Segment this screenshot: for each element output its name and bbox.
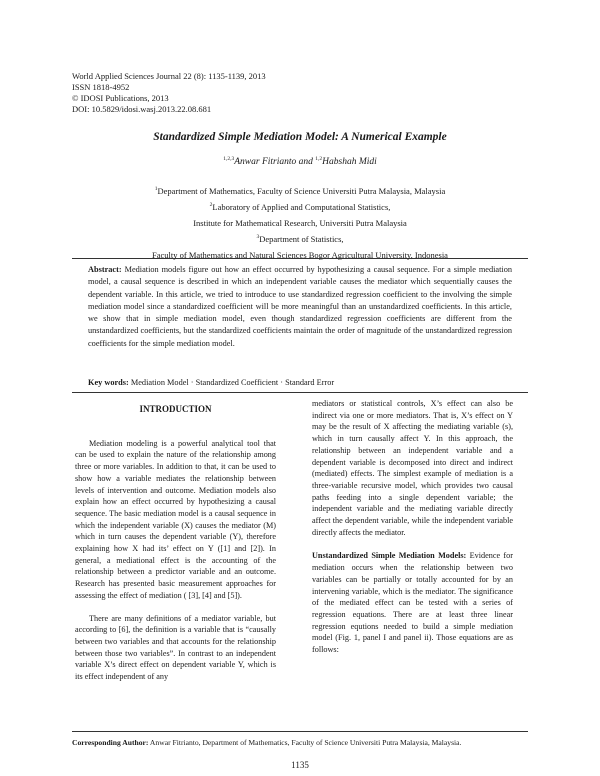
journal-header xyxy=(72,71,266,115)
paragraph: Mediation modeling is a powerful analytical tool that can be used to explain the nature of the relationship among three or more variables. In addition to that, it can be used to show how a variable mediates the relationship between levels of intervention and outcome. Mediation models also explain how an effect occurred by hypothesizing a causal sequence. The basic mediation model is a causal sequence in which the independent variable (X) causes the mediator (M) which in turn causes the dependent variable (Y), therefore explaining how X had its’ effect on Y ([1] and [2]). In general, a mediational effect is the accounting of the relationship between a predictor variable and an outcome. Research has presented basic measurement approaches for assessing the effect of mediation ( [3], [4] and [5]). xyxy=(75,438,276,600)
paragraph xyxy=(312,550,513,655)
corresponding-author xyxy=(72,738,528,747)
subsection-heading: Unstandardized Simple Mediation Models: xyxy=(312,551,467,561)
keywords-label: Key words: xyxy=(88,378,129,387)
footer-rule xyxy=(72,731,528,732)
affiliation-text: Institute for Mathematical Research, Universiti Putra Malaysia xyxy=(193,217,407,228)
paper-title: Standardized Simple Mediation Model: A Numerical Example xyxy=(153,131,447,143)
author-line xyxy=(0,156,600,167)
abstract-top-rule xyxy=(72,258,528,259)
corresponding-author-label: Corresponding Author: xyxy=(72,738,149,747)
paragraph: There are many definitions of a mediator variable, but according to [6], the definition is a variable that is “causally between two variables and that accounts for the relationship between those two variables”. In contrast to an independent variable X’s direct effect on dependent variable Y, which is its effect independent of any xyxy=(75,613,276,682)
affiliation-text: Laboratory of Applied and Computational Statistics, xyxy=(212,201,391,212)
affiliation-sup: 1 xyxy=(154,186,158,192)
right-column xyxy=(312,398,513,656)
abstract-text: Mediation models figure out how an effect occurred by hypothesizing a causal sequence. For a simple mediation model, a causal sequence is described in which an independent variable causes the mediator which sequentially causes the dependent variable. In this article, we tried to introduce to use standardized regression coefficient to the involving the simple mediation model since a standardized coefficient will be more meaningful than an unstandardized coefficients. In this article, we show that in simple mediation model, even though standardized regression coefficients are different from the unstandardized coefficients, but the standardized coefficients maintain the order of magnitude of the unstandardized regression coefficients for the simple mediation model. xyxy=(88,265,512,348)
affiliations xyxy=(0,182,600,262)
affiliation-text: Department of Mathematics, Faculty of Science Universiti Putra Malaysia, Malaysia xyxy=(157,185,446,196)
abstract-label: Abstract: xyxy=(88,265,122,274)
affiliation-line xyxy=(0,230,600,246)
issn: ISSN 1818-4952 xyxy=(72,82,130,92)
section-heading-introduction: INTRODUCTION xyxy=(139,404,212,414)
author1-name: Anwar Fitrianto xyxy=(234,157,297,168)
keywords-text: Mediation Model · Standardized Coefficient · Standard Error xyxy=(128,378,335,387)
journal-citation: World Applied Sciences Journal 22 (8): 1135-1139, 2013 xyxy=(72,71,266,81)
author1-affil-sup: 1,2,3 xyxy=(223,156,235,162)
author2-name: Habshah Midi xyxy=(322,157,377,168)
corresponding-author-text: Anwar Fitrianto, Department of Mathematics, Faculty of Science Universiti Putra Malaysia, Malaysia. xyxy=(148,738,462,747)
affiliation-text: Department of Statistics, xyxy=(259,233,344,244)
affiliation-text: Faculty of Mathematics and Natural Sciences Bogor Agricultural University, Indonesia xyxy=(152,249,448,260)
author-conjunction: and xyxy=(296,157,316,168)
paragraph-text: Evidence for mediation occurs when the relationship between two variables can be partially or totally accounted for by an intervening variable, which is the mediator. The significance of the mediated effect can be tested with a series of regression equations. There are at least three linear regression equtions needed to build a simple mediation model (Fig. 1, panel I and panel ii). Those equations are as follows: xyxy=(312,551,513,655)
left-column xyxy=(75,398,276,683)
abstract xyxy=(88,264,512,350)
affiliation-line xyxy=(0,198,600,214)
affiliation-line xyxy=(0,182,600,198)
publisher: © IDOSI Publications, 2013 xyxy=(72,93,169,103)
affiliation-sup: 2 xyxy=(209,202,213,209)
page-number: 1135 xyxy=(291,760,309,770)
paragraph: mediators or statistical controls, X’s effect can also be indirect via one or more mediators. That is, X’s effect on Y may be the result of X affecting the mediating variable (s), which in turn causally affect Y. In this approach, the relationship between an independent variable and a dependent variable is decomposed into direct and indirect (mediated) effects. The simplest example of mediation is a three-variable recursive model, which provides two causal paths feeding into a single dependent variable; the independent variable and the mediating variable directly affect the dependent variable, while the independent variable directly affects the mediator. xyxy=(312,399,513,537)
doi: DOI: 10.5829/idosi.wasj.2013.22.08.681 xyxy=(72,104,212,114)
author2-affil-sup: 1,2 xyxy=(315,156,323,162)
keywords-bottom-rule xyxy=(72,392,528,393)
affiliation-line xyxy=(0,246,600,262)
keywords xyxy=(88,378,512,387)
affiliation-sup: 3 xyxy=(256,234,260,241)
affiliation-line xyxy=(0,214,600,230)
